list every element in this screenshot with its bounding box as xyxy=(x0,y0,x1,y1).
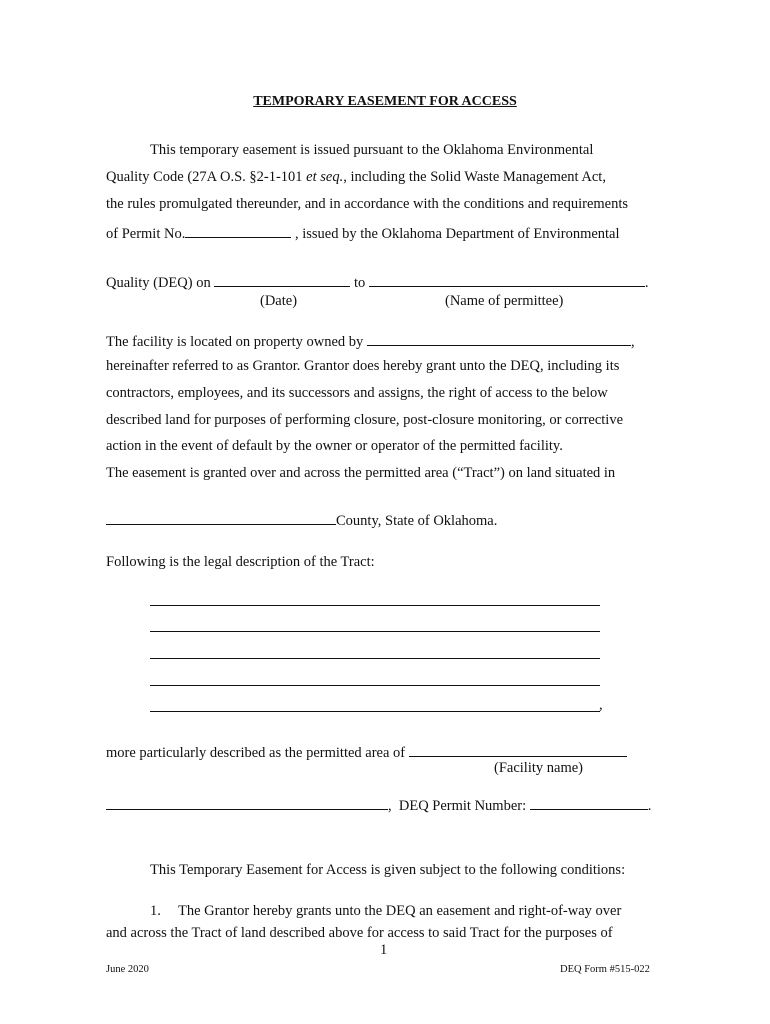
date-caption: (Date) xyxy=(260,293,298,309)
footer-date: June 2020 xyxy=(106,964,149,975)
para1-line2: Quality Code (27A O.S. §2-1-101 et seq., including the Solid Waste Management Act, xyxy=(106,169,606,185)
condition-1-line2: and across the Tract of land described above for access to said Tract for the purposes of xyxy=(106,925,613,941)
para1-line1: This temporary easement is issued pursuant to the Oklahoma Environmental xyxy=(150,142,594,158)
permittee-name-field[interactable] xyxy=(369,272,645,287)
para2-line4: described land for purposes of performing closure, post-closure monitoring, or corrective xyxy=(106,412,624,428)
footer-form-number: DEQ Form #515-022 xyxy=(560,964,650,975)
condition-1-number: 1. xyxy=(150,903,161,919)
page-number: 1 xyxy=(380,942,388,958)
permit-line: , DEQ Permit Number: . xyxy=(106,795,651,815)
permit-number-field[interactable] xyxy=(185,223,291,238)
para2-line3: contractors, employees, and its successors and assigns, the right of access to the below xyxy=(106,385,608,401)
para1-line3: the rules promulgated thereunder, and in accordance with the conditions and requirements xyxy=(106,196,629,212)
condition-1-line1: The Grantor hereby grants unto the DEQ an easement and right-of-way over xyxy=(178,903,622,919)
facility-name-field[interactable] xyxy=(409,742,627,757)
legal-description-line-2[interactable] xyxy=(150,631,600,632)
legal-description-line-5[interactable] xyxy=(150,711,600,712)
date-field[interactable] xyxy=(214,272,350,287)
legal-description-label: Following is the legal description of the Tract: xyxy=(106,554,375,570)
para2-line2: hereinafter referred to as Grantor. Grantor does hereby grant unto the DEQ, including its xyxy=(106,358,620,374)
para1-line4: of Permit No. , issued by the Oklahoma Department of Environmental xyxy=(106,223,620,243)
location-field[interactable] xyxy=(106,795,388,810)
para2-line1: The facility is located on property owned by , xyxy=(106,331,635,351)
conditions-intro: This Temporary Easement for Access is given subject to the following conditions: xyxy=(150,862,626,878)
quality-line: Quality (DEQ) on to . xyxy=(106,272,648,292)
county-field[interactable] xyxy=(106,510,336,525)
deq-permit-number-field[interactable] xyxy=(530,795,648,810)
document-title: TEMPORARY EASEMENT FOR ACCESS xyxy=(253,94,517,109)
et-seq-italic: et seq. xyxy=(306,169,344,185)
legal-description-line-4[interactable] xyxy=(150,685,600,686)
para2-line5: action in the event of default by the owner or operator of the permitted facility. xyxy=(106,438,563,454)
legal-description-comma: , xyxy=(599,697,603,713)
county-line: County, State of Oklahoma. xyxy=(106,510,497,530)
para2-line6: The easement is granted over and across the permitted area (“Tract”) on land situated in xyxy=(106,465,616,481)
permittee-caption: (Name of permittee) xyxy=(445,293,564,309)
legal-description-line-3[interactable] xyxy=(150,658,600,659)
facility-line: more particularly described as the permitted area of xyxy=(106,742,627,762)
property-owner-field[interactable] xyxy=(367,331,631,346)
facility-name-caption: (Facility name) xyxy=(494,760,583,776)
legal-description-line-1[interactable] xyxy=(150,605,600,606)
